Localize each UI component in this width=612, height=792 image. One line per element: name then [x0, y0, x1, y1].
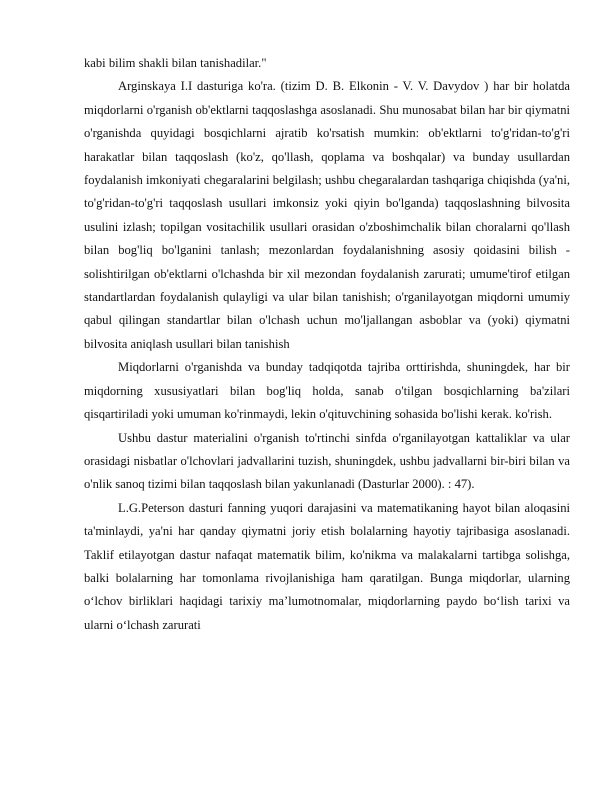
paragraph-arginskaya: Arginskaya I.I dasturiga ko'ra. (tizim D. B. Elkonin - V. V. Davydov ) har bir holatda miqdorlarni o'rganish ob'ektlarni taqqoslashga asoslanadi. Shu munosabat bilan har bir qiymatni o'rganishda quyidagi bosqichlarni ajratib ko'rsatish mumkin: ob'ektlarni to'g'ridan-to'g'ri harakatlar bilan taqqoslash (ko'z, qo'llash, qoplama va boshqalar) va bunday usullardan foydalanish imkoniyati chegaralarini belgilash; ushbu chegaralardan tashqariga chiqishda (ya'ni, to'g'ridan-to'g'ri taqqoslash usullari imkonsiz yoki qiyin bo'lganda) taqqoslashning bilvosita usulini izlash; topilgan vositachilik usullari orasidan o'zboshimchalik bilan choralarni qo'llash bilan bog'liq bo'lganini tanlash; mezonlardan foydalanishning asosiy qoidasini bilish - solishtirilgan ob'ektlarni o'lchashda bir xil mezondan foydalanish zarurati; umume'tirof etilgan standartlardan foydalanish qulayligi va ular bilan tanishish; o'rganilayotgan miqdorni umumiy qabul qilingan standartlar bilan o'lchash uchun mo'ljallangan asboblar va (yoki) qiymatni bilvosita aniqlash usullari bilan tanishish: [84, 79, 570, 351]
paragraph-peterson: L.G.Peterson dasturi fanning yuqori darajasini va matematikaning hayot bilan aloqasini ta'minlaydi, ya'ni har qanday qiymatni joriy etish bolalarning hayotiy tajribasiga asoslanadi. Taklif etilayotgan dastur nafaqat matematik bilim, ko'nikma va malakalarni tartibga solishga, balki bolalarning har tomonlama rivojlanishiga ham qaratilgan. Bunga miqdorlar, ularning o‘lchov birliklari haqidagi tarixiy ma’lumotnomalar, miqdorlarning paydo bo‘lish tarixi va ularni o‘lchash zarurati: [84, 500, 570, 632]
document-page: [84, 52, 570, 637]
paragraph-miqdorlarni: Miqdorlarni o'rganishda va bunday tadqiqotda tajriba orttirishda, shuningdek, har bir miqdorning xususiyatlari bilan bog'liq holda, sanab o'tilgan bosqichlarning ba'zilari qisqartiriladi yoki umuman ko'rinmaydi, lekin o'qituvchining sohasida bo'lishi kerak. ko'rish.: [84, 360, 570, 422]
paragraph-continuation: kabi bilim shakli bilan tanishadilar.": [84, 56, 267, 70]
paragraph-ushbu-dastur: Ushbu dastur materialini o'rganish to'rtinchi sinfda o'rganilayotgan kattaliklar va ular orasidagi nisbatlar o'lchovlari jadvallarini tuzish, shuningdek, ushbu jadvallarni bir-biri bilan va o'nlik sanoq tizimi bilan taqqoslash bilan yakunlanadi (Dasturlar 2000). : 47).: [84, 430, 570, 492]
